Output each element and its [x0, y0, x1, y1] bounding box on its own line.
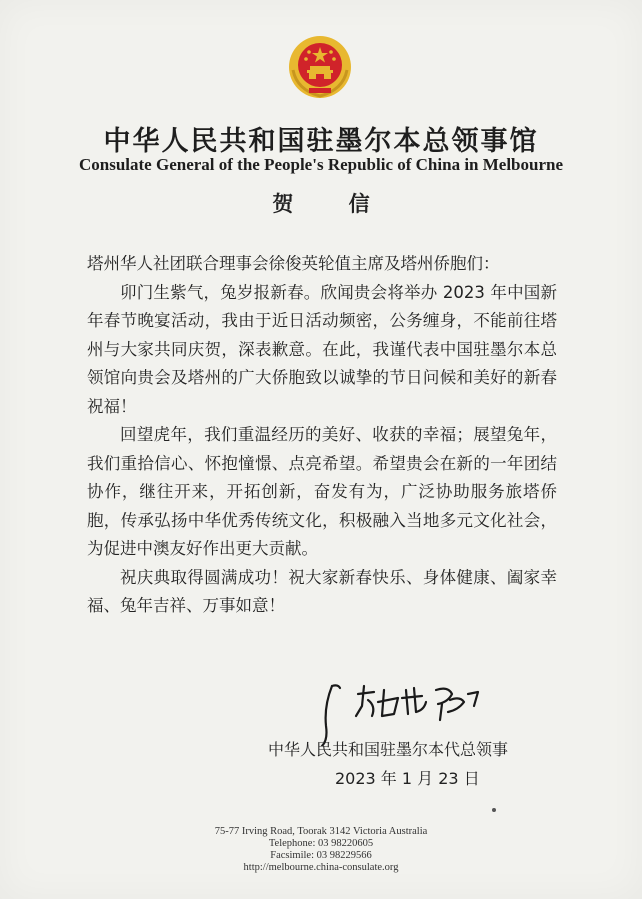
- footer-website: http://melbourne.china-consulate.org: [243, 862, 399, 873]
- national-emblem-icon: [287, 34, 353, 100]
- handwritten-signature: [318, 676, 493, 746]
- signatory-title: 中华人民共和国驻墨尔本代总领事: [268, 740, 509, 759]
- paragraph-3: 祝庆典取得圆满成功！祝大家新春快乐、身体健康、阖家幸福、兔年吉祥、万事如意！: [87, 567, 557, 615]
- letter-body: [87, 250, 557, 621]
- footer-address: 75-77 Irving Road, Toorak 3142 Victoria Australia: [214, 826, 428, 837]
- document-title: 贺 信: [272, 191, 394, 216]
- footer-facsimile: Facsimile: 03 98229566: [270, 850, 372, 861]
- salutation: 塔州华人社团联合理事会徐俊英轮值主席及塔州侨胞们：: [87, 254, 500, 273]
- footer-contact: [0, 826, 642, 874]
- scan-speck: [492, 808, 496, 812]
- footer-telephone: Telephone: 03 98220605: [268, 838, 374, 849]
- consulate-name-en: Consulate General of the People's Republic of China in Melbourne: [78, 155, 564, 174]
- paragraph-1: 卯门生紫气，兔岁报新春。欣闻贵会将举办 2023 年中国新年春节晚宴活动，我由于近日活动频密，公务缠身，不能前往塔州与大家共同庆贺，深表歉意。在此，我谨代表中国驻墨尔本总领馆向贵会及塔州的广大侨胞致以诚挚的节日问候和美好的新春祝福！: [87, 282, 557, 416]
- paragraph-2: 回望虎年，我们重温经历的美好、收获的幸福；展望兔年，我们重拾信心、怀抱憧憬、点亮希望。希望贵会在新的一年团结协作，继往开来，开拓创新，奋发有为，广泛协助服务旅塔侨胞，传承弘扬中华优秀传统文化，积极融入当地多元文化社会，为促进中澳友好作出更大贡献。: [87, 425, 557, 558]
- letter-date: 2023 年 1 月 23 日: [335, 769, 480, 788]
- consulate-name-cn: 中华人民共和国驻墨尔本总领事馆: [103, 126, 539, 157]
